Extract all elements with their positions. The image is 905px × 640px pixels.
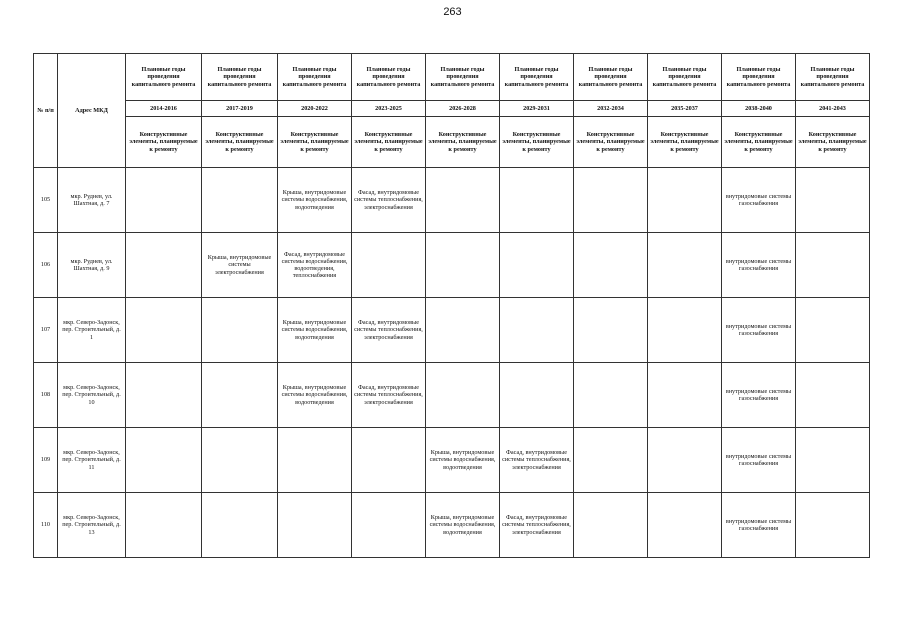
- repair-elements-cell: [796, 363, 870, 428]
- table-row: [34, 363, 870, 428]
- repair-elements-cell: [352, 428, 426, 493]
- repair-elements-cell: [574, 298, 648, 363]
- repair-elements-cell: [126, 363, 202, 428]
- address-cell: мкр. Руднев, ул. Шахтная, д. 7: [58, 168, 126, 233]
- repair-elements-cell: [648, 428, 722, 493]
- repair-elements-cell: [574, 233, 648, 298]
- repair-elements-cell: [796, 428, 870, 493]
- period-title-header: Плановые годы проведения капитального ремонта: [574, 54, 648, 101]
- repair-elements-cell: Фасад, внутридомовые системы теплоснабжения, электроснабжения: [352, 168, 426, 233]
- repair-elements-cell: [648, 233, 722, 298]
- repair-elements-cell: Крыша, внутридомовые системы водоснабжения, водоотведения: [278, 168, 352, 233]
- repair-elements-cell: [648, 298, 722, 363]
- repair-elements-cell: [648, 168, 722, 233]
- repair-elements-cell: Фасад, внутридомовые системы теплоснабжения, электроснабжения: [500, 493, 574, 558]
- repair-elements-cell: внутридомовые системы газоснабжения: [722, 428, 796, 493]
- repair-elements-cell: [202, 298, 278, 363]
- repair-elements-cell: [648, 493, 722, 558]
- period-years-header: 2029-2031: [500, 101, 574, 117]
- period-elements-header: Конструктивные элементы, планируемые к ремонту: [796, 117, 870, 168]
- repair-elements-cell: Крыша, внутридомовые системы электроснабжения: [202, 233, 278, 298]
- num-header: № п/п: [34, 54, 58, 168]
- period-elements-header: Конструктивные элементы, планируемые к ремонту: [574, 117, 648, 168]
- repair-elements-cell: [202, 493, 278, 558]
- period-elements-header: Конструктивные элементы, планируемые к ремонту: [426, 117, 500, 168]
- period-years-header: 2035-2037: [648, 101, 722, 117]
- table-row: [34, 428, 870, 493]
- period-title-header: Плановые годы проведения капитального ремонта: [500, 54, 574, 101]
- address-cell: мкр. Северо-Задонск, пер. Строительный, д. 13: [58, 493, 126, 558]
- repair-elements-cell: [126, 493, 202, 558]
- period-title-header: Плановые годы проведения капитального ремонта: [202, 54, 278, 101]
- repair-elements-cell: [202, 428, 278, 493]
- table-row: [34, 168, 870, 233]
- period-years-header: 2014-2016: [126, 101, 202, 117]
- row-number-cell: 110: [34, 493, 58, 558]
- period-elements-header: Конструктивные элементы, планируемые к ремонту: [500, 117, 574, 168]
- repair-elements-cell: [796, 493, 870, 558]
- period-elements-header: Конструктивные элементы, планируемые к ремонту: [202, 117, 278, 168]
- period-elements-header: Конструктивные элементы, планируемые к ремонту: [278, 117, 352, 168]
- period-years-header: 2041-2043: [796, 101, 870, 117]
- period-years-header: 2026-2028: [426, 101, 500, 117]
- period-years-header: 2017-2019: [202, 101, 278, 117]
- repair-elements-cell: [426, 363, 500, 428]
- repair-elements-cell: [574, 493, 648, 558]
- period-title-header: Плановые годы проведения капитального ремонта: [278, 54, 352, 101]
- period-title-header: Плановые годы проведения капитального ремонта: [796, 54, 870, 101]
- repair-elements-cell: [426, 168, 500, 233]
- table-row: [34, 233, 870, 298]
- period-years-header: 2038-2040: [722, 101, 796, 117]
- address-cell: мкр. Северо-Задонск, пер. Строительный, д. 11: [58, 428, 126, 493]
- repair-elements-cell: внутридомовые системы газоснабжения: [722, 363, 796, 428]
- repair-elements-cell: [352, 493, 426, 558]
- period-title-header: Плановые годы проведения капитального ремонта: [352, 54, 426, 101]
- table-row: [34, 493, 870, 558]
- repair-elements-cell: [126, 233, 202, 298]
- period-years-header: 2023-2025: [352, 101, 426, 117]
- row-number-cell: 106: [34, 233, 58, 298]
- row-number-cell: 109: [34, 428, 58, 493]
- period-title-header: Плановые годы проведения капитального ремонта: [126, 54, 202, 101]
- repair-elements-cell: Крыша, внутридомовые системы водоснабжения, водоотведения: [426, 428, 500, 493]
- period-title-header: Плановые годы проведения капитального ремонта: [722, 54, 796, 101]
- repair-elements-cell: [426, 298, 500, 363]
- repair-elements-cell: [574, 428, 648, 493]
- period-title-header: Плановые годы проведения капитального ремонта: [426, 54, 500, 101]
- repair-elements-cell: [352, 233, 426, 298]
- repair-elements-cell: [126, 428, 202, 493]
- repair-elements-cell: [278, 428, 352, 493]
- repair-elements-cell: [500, 168, 574, 233]
- row-number-cell: 107: [34, 298, 58, 363]
- address-cell: мкр. Северо-Задонск, пер. Строительный, д. 1: [58, 298, 126, 363]
- period-years-header: 2020-2022: [278, 101, 352, 117]
- address-cell: мкр. Северо-Задонск, пер. Строительный, д. 10: [58, 363, 126, 428]
- period-elements-header: Конструктивные элементы, планируемые к ремонту: [126, 117, 202, 168]
- repair-elements-cell: [202, 168, 278, 233]
- period-elements-header: Конструктивные элементы, планируемые к ремонту: [352, 117, 426, 168]
- repair-elements-cell: внутридомовые системы газоснабжения: [722, 168, 796, 233]
- repair-elements-cell: [500, 298, 574, 363]
- repair-elements-cell: внутридомовые системы газоснабжения: [722, 493, 796, 558]
- repair-elements-cell: [796, 168, 870, 233]
- table-row: [34, 298, 870, 363]
- period-elements-header: Конструктивные элементы, планируемые к ремонту: [648, 117, 722, 168]
- page-number: 263: [443, 6, 462, 18]
- table-header: [34, 54, 870, 168]
- repair-elements-cell: Фасад, внутридомовые системы теплоснабжения, электроснабжения: [500, 428, 574, 493]
- repair-elements-cell: [500, 233, 574, 298]
- repair-elements-cell: Крыша, внутридомовые системы водоснабжения, водоотведения: [278, 363, 352, 428]
- capital-repair-table: [33, 53, 870, 558]
- period-elements-header: Конструктивные элементы, планируемые к ремонту: [722, 117, 796, 168]
- repair-elements-cell: внутридомовые системы газоснабжения: [722, 233, 796, 298]
- repair-elements-cell: [202, 363, 278, 428]
- period-years-header: 2032-2034: [574, 101, 648, 117]
- repair-elements-cell: [648, 363, 722, 428]
- repair-elements-cell: [574, 168, 648, 233]
- repair-elements-cell: Крыша, внутридомовые системы водоснабжения, водоотведения: [426, 493, 500, 558]
- repair-elements-cell: [126, 168, 202, 233]
- repair-elements-cell: [126, 298, 202, 363]
- repair-elements-cell: Фасад, внутридомовые системы теплоснабжения, электроснабжения: [352, 298, 426, 363]
- repair-elements-cell: [796, 233, 870, 298]
- repair-elements-cell: Крыша, внутридомовые системы водоснабжения, водоотведения: [278, 298, 352, 363]
- table-body: [34, 168, 870, 558]
- repair-elements-cell: [500, 363, 574, 428]
- repair-elements-cell: Фасад, внутридомовые системы теплоснабжения, электроснабжения: [352, 363, 426, 428]
- repair-elements-cell: внутридомовые системы газоснабжения: [722, 298, 796, 363]
- repair-elements-cell: [426, 233, 500, 298]
- repair-elements-cell: Фасад, внутридомовые системы водоснабжения, водоотведения, теплоснабжения: [278, 233, 352, 298]
- period-title-header: Плановые годы проведения капитального ремонта: [648, 54, 722, 101]
- row-number-cell: 108: [34, 363, 58, 428]
- address-header: Адрес МКД: [58, 54, 126, 168]
- repair-elements-cell: [278, 493, 352, 558]
- repair-elements-cell: [574, 363, 648, 428]
- repair-elements-cell: [796, 298, 870, 363]
- row-number-cell: 105: [34, 168, 58, 233]
- address-cell: мкр. Руднев, ул. Шахтная, д. 9: [58, 233, 126, 298]
